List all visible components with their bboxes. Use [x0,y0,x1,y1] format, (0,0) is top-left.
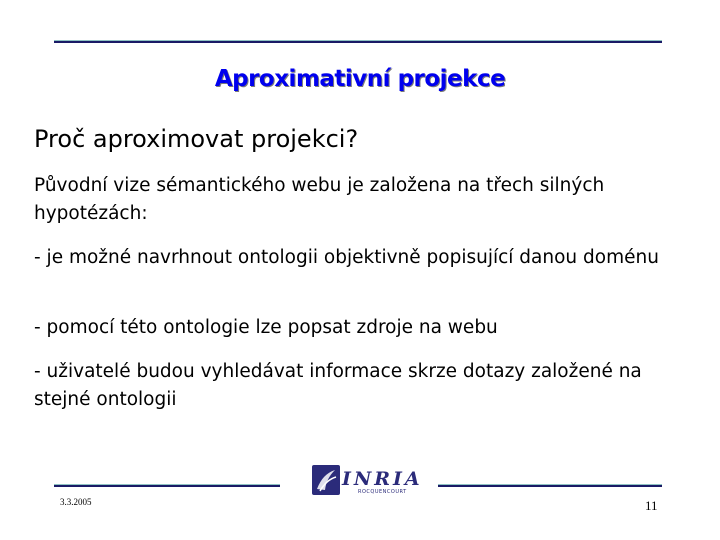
page-number: 11 [645,498,658,513]
footer-divider-right [438,484,662,487]
bullet-queries: - uživatelé budou vyhledávat informace skrze dotazy založené na stejné ontologii [34,361,642,410]
slide-subtitle: Proč aproximovat projekci? [34,125,359,153]
logo-wordmark: INRIA [342,468,423,490]
bullet-ontology: - je možné navrhnout ontologii objektivně popisující danou doménu [34,247,659,268]
inria-emblem-icon [312,465,340,495]
footer-divider-left [54,484,280,487]
footer-date: 3.3.2005 [60,497,92,507]
logo-tagline: ROCQUENCOURT [358,489,407,495]
top-divider [54,40,662,43]
inria-logo [312,465,422,499]
bullet-resources: - pomocí této ontologie lze popsat zdroje na webu [34,317,498,338]
slide-title: Aproximativní projekce [214,66,506,92]
paragraph-intro: Původní vize sémantického webu je založena na třech silných hypotézách: [34,175,605,224]
